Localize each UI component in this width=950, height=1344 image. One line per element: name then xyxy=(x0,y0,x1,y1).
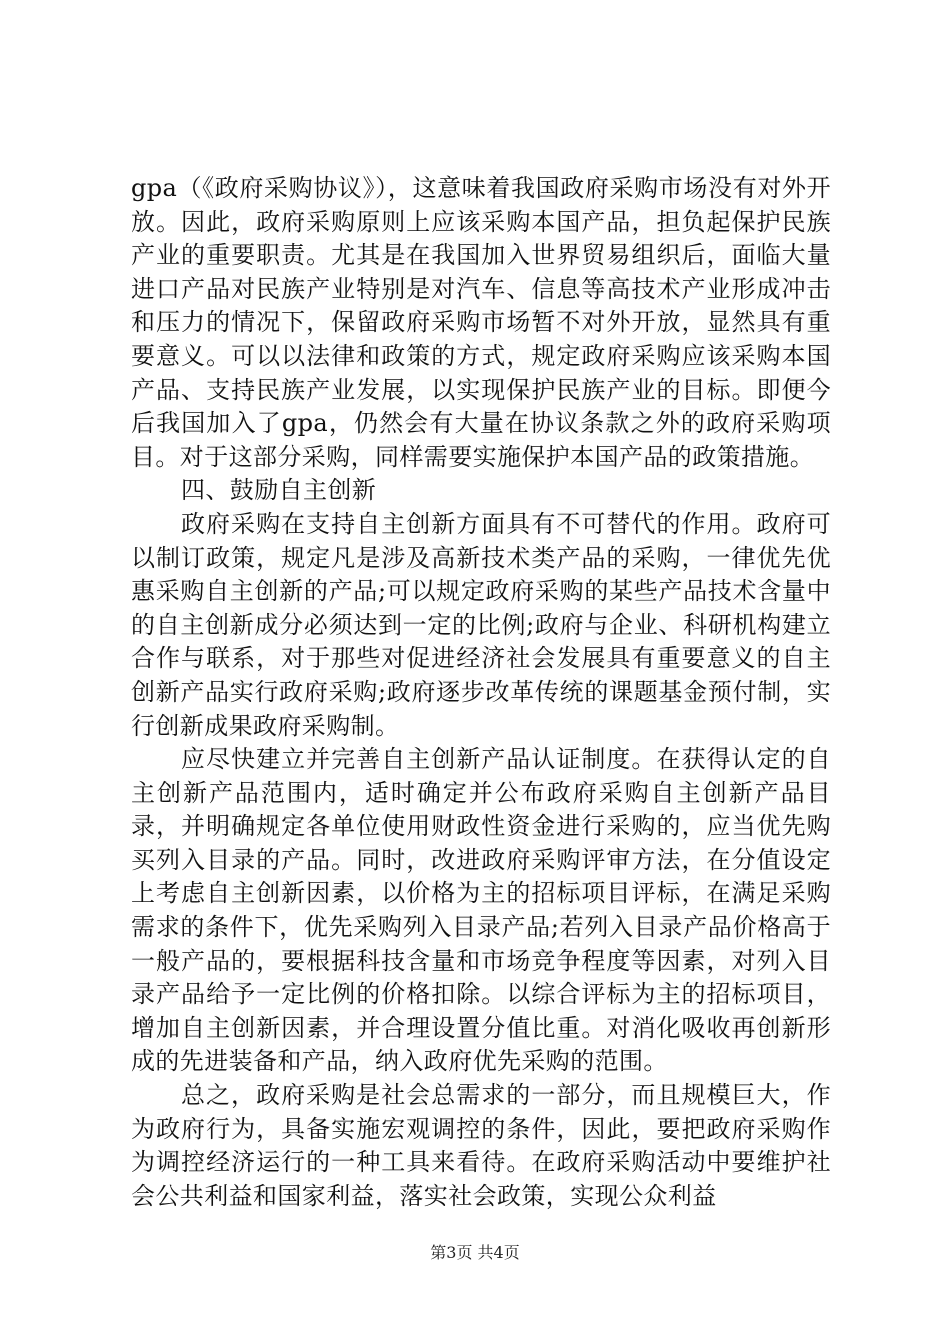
document-body xyxy=(131,172,831,1213)
paragraph-certification-system: 应尽快建立并完善自主创新产品认证制度。在获得认定的自主创新产品范围内，适时确定并公布政府采购自主创新产品目录，并明确规定各单位使用财政性资金进行采购的，应当优先购买列入目录的产品。同时，改进政府采购评审方法，在分值设定上考虑自主创新因素，以价格为主的招标项目评标，在满足采购需求的条件下，优先采购列入目录产品;若列入目录产品价格高于一般产品的，要根据科技含量和市场竞争程度等因素，对列入目录产品给予一定比例的价格扣除。以综合评标为主的招标项目，增加自主创新因素，并合理设置分值比重。对消化吸收再创新形成的先进装备和产品，纳入政府优先采购的范围。 xyxy=(131,745,831,1076)
paragraph-innovation-role: 政府采购在支持自主创新方面具有不可替代的作用。政府可以制订政策，规定凡是涉及高新技术类产品的采购，一律优先优惠采购自主创新的产品;可以规定政府采购的某些产品技术含量中的自主创新成分必须达到一定的比例;政府与企业、科研机构建立合作与联系，对于那些对促进经济社会发展具有重要意义的自主创新产品实行政府采购;政府逐步改革传统的课题基金预付制，实行创新成果政府采购制。 xyxy=(131,509,831,740)
paragraph-conclusion: 总之，政府采购是社会总需求的一部分，而且规模巨大，作为政府行为，具备实施宏观调控的条件，因此，要把政府采购作为调控经济运行的一种工具来看待。在政府采购活动中要维护社会公共利益和国家利益，落实社会政策，实现公众利益 xyxy=(131,1081,831,1210)
section-heading-innovation: 四、鼓励自主创新 xyxy=(181,476,377,505)
page-footer: 第3页 共4页 xyxy=(430,1243,520,1262)
paragraph-gpa-protection: gpa（《政府采购协议》），这意味着我国政府采购市场没有对外开放。因此，政府采购原则上应该采购本国产品，担负起保护民族产业的重要职责。尤其是在我国加入世界贸易组织后，面临大量进口产品对民族产业特别是对汽车、信息等高技术产业形成冲击和压力的情况下，保留政府采购市场暂不对外开放，显然具有重要意义。可以以法律和政策的方式，规定政府采购应该采购本国产品、支持民族产业发展，以实现保护民族产业的目标。即便今后我国加入了gpa，仍然会有大量在协议条款之外的政府采购项目。对于这部分采购，同样需要实施保护本国产品的政策措施。 xyxy=(131,174,831,471)
